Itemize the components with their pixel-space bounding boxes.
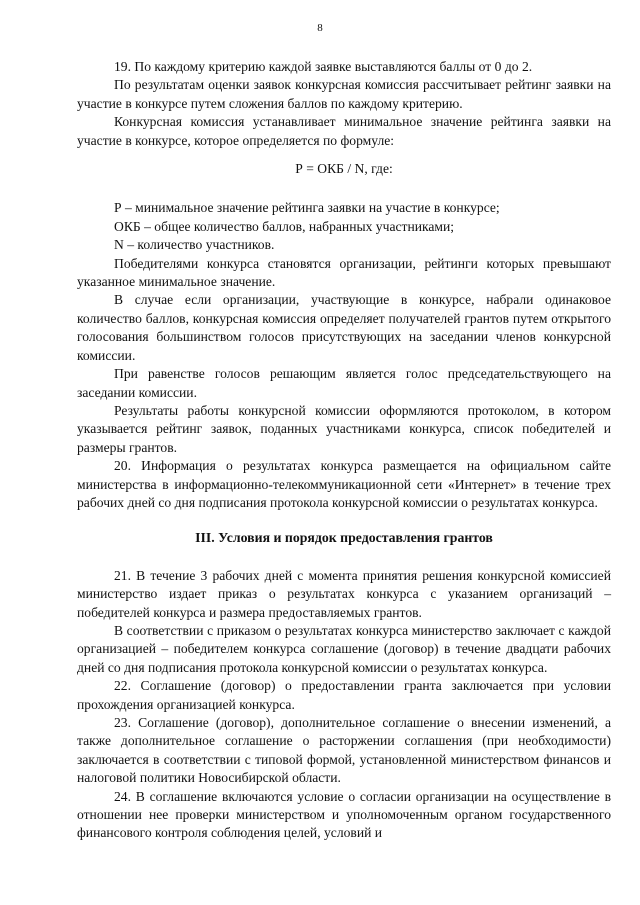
paragraph: 21. В течение 3 рабочих дней с момента принятия решения конкурсной комиссией министерство издает приказ о результатах конкурса с указанием организаций – победителей конкурса и размера предоставляемых грантов. <box>77 567 611 620</box>
paragraph: 23. Соглашение (договор), дополнительное соглашение о внесении изменений, а также дополнительное соглашение о расторжении соглашения (при необходимости) заключается в соответствии с типовой формой, установленной министерством финансов и налоговой политики Новосибирской области. <box>77 715 611 786</box>
paragraph: Победителями конкурса становятся организации, рейтинги которых превышают указанное минимальное значение. <box>77 255 611 290</box>
section-heading: III. Условия и порядок предоставления грантов <box>195 530 493 546</box>
page-number: 8 <box>317 22 323 34</box>
paragraph: 19. По каждому критерию каждой заявке выставляются баллы от 0 до 2. <box>114 59 533 74</box>
paragraph: Конкурсная комиссия устанавливает минимальное значение рейтинга заявки на участие в конкурсе, которое определяется по формуле: <box>77 114 611 148</box>
paragraph: При равенстве голосов решающим является голос председательствующего на заседании комиссии. <box>77 366 611 400</box>
paragraph: По результатам оценки заявок конкурсная комиссия рассчитывает рейтинг заявки на участие в конкурсе путем сложения баллов по каждому критерию. <box>77 77 611 111</box>
paragraph: 24. В соглашение включаются условие о согласии организации на осуществление в отношении нее проверки министерством и уполномоченным органом государственного финансового контроля соблюдения целей, условий и <box>77 788 611 841</box>
paragraph: В случае если организации, участвующие в конкурсе, набрали одинаковое количество баллов, конкурсная комиссия определяет получателей грантов путем открытого голосования большинством голосов присутствующих на заседании членов конкурсной комиссии. <box>77 292 611 363</box>
document-body <box>77 58 611 843</box>
rating-formula: Р = ОКБ / N, где: <box>295 161 393 177</box>
paragraph: Результаты работы конкурсной комиссии оформляются протоколом, в котором указывается рейтинг заявок, поданных участниками конкурса, список победителей и размеры грантов. <box>77 402 611 455</box>
paragraph: 20. Информация о результатах конкурса размещается на официальном сайте министерства в информационно-телекоммуникационной сети «Интернет» в течение трех рабочих дней со дня подписания протокола конкурсной комиссии о результатах конкурса. <box>77 458 611 510</box>
paragraph: В соответствии с приказом о результатах конкурса министерство заключает с каждой организацией – победителем конкурса соглашение (договор) в течение двадцати рабочих дней со дня подписания протокола конкурсной комиссии о результатах конкурса. <box>77 622 611 675</box>
paragraph: Р – минимальное значение рейтинга заявки на участие в конкурсе; <box>114 200 500 216</box>
paragraph: 22. Соглашение (договор) о предоставлении гранта заключается при условии прохождения организацией конкурса. <box>77 678 611 712</box>
paragraph: ОКБ – общее количество баллов, набранных участниками; <box>114 218 455 234</box>
paragraph: N – количество участников. <box>114 237 275 253</box>
